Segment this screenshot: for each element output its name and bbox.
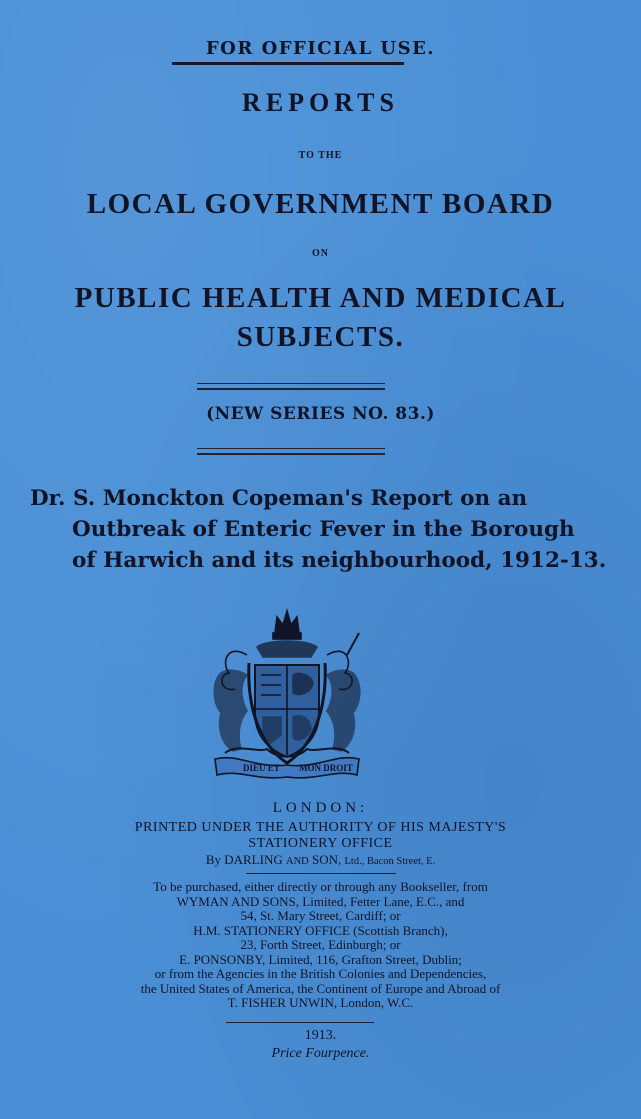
on-label: ON [312, 248, 329, 259]
imprint-authority: PRINTED UNDER THE AUTHORITY OF HIS MAJESTY'S [134, 820, 507, 835]
imprint-printer [0, 852, 641, 868]
series-number: (NEW SERIES NO. 83.) [206, 404, 435, 424]
subject-line-1: PUBLIC HEALTH AND MEDICAL [74, 282, 567, 314]
price: Price Fourpence. [271, 1046, 370, 1061]
printer-name: By DARLING [205, 852, 286, 867]
motto-left: DIEU ET [243, 763, 280, 773]
heading-underline [172, 62, 404, 65]
distribution-line: E. PONSONBY, Limited, 116, Grafton Street, Dublin; [179, 951, 462, 967]
printer-and: AND [285, 856, 309, 867]
printer-son: SON, [308, 852, 345, 867]
publication-year: 1913. [304, 1028, 337, 1043]
distribution-line: T. FISHER UNWIN, London, W.C. [227, 995, 414, 1010]
distribution-list [0, 880, 641, 1011]
double-rule-bottom [197, 448, 385, 455]
distribution-line: 23, Forth Street, Edinburgh; or [240, 937, 401, 952]
report-title-line-2: Outbreak of Enteric Fever in the Borough [72, 517, 575, 542]
imprint-city: LONDON: [272, 800, 369, 816]
reports-heading: REPORTS [242, 88, 399, 117]
report-title-line-3: of Harwich and its neighbourhood, 1912-13. [72, 548, 607, 573]
distribution-line: 54, St. Mary Street, Cardiff; or [240, 908, 401, 923]
to-the-label: TO THE [298, 150, 343, 161]
printer-address: Ltd., Bacon Street, E. [344, 856, 436, 867]
distribution-line: To be purchased, either directly or through any Bookseller, from [153, 879, 488, 894]
distribution-line: the United States of America, the Continent of Europe and Abroad of [140, 980, 501, 996]
report-title [30, 483, 610, 576]
report-title-line-1: Dr. S. Monckton Copeman's Report on an [30, 486, 528, 511]
distribution-line: WYMAN AND SONS, Limited, Fetter Lane, E.C., and [176, 893, 465, 909]
distribution-line: or from the Agencies in the British Colonies and Dependencies, [154, 966, 487, 981]
motto-right: MON DROIT [299, 763, 353, 773]
imprint-rule [246, 873, 396, 874]
footer-rule [226, 1022, 374, 1023]
distribution-line: H.M. STATIONERY OFFICE (Scottish Branch), [193, 922, 448, 938]
official-use-heading: FOR OFFICIAL USE. [205, 38, 436, 59]
board-name: LOCAL GOVERNMENT BOARD [86, 188, 555, 220]
imprint-office: STATIONERY OFFICE [248, 836, 393, 851]
subject-line-2: SUBJECTS. [236, 321, 405, 353]
double-rule-top [197, 383, 385, 390]
royal-coat-of-arms-icon [207, 603, 367, 781]
